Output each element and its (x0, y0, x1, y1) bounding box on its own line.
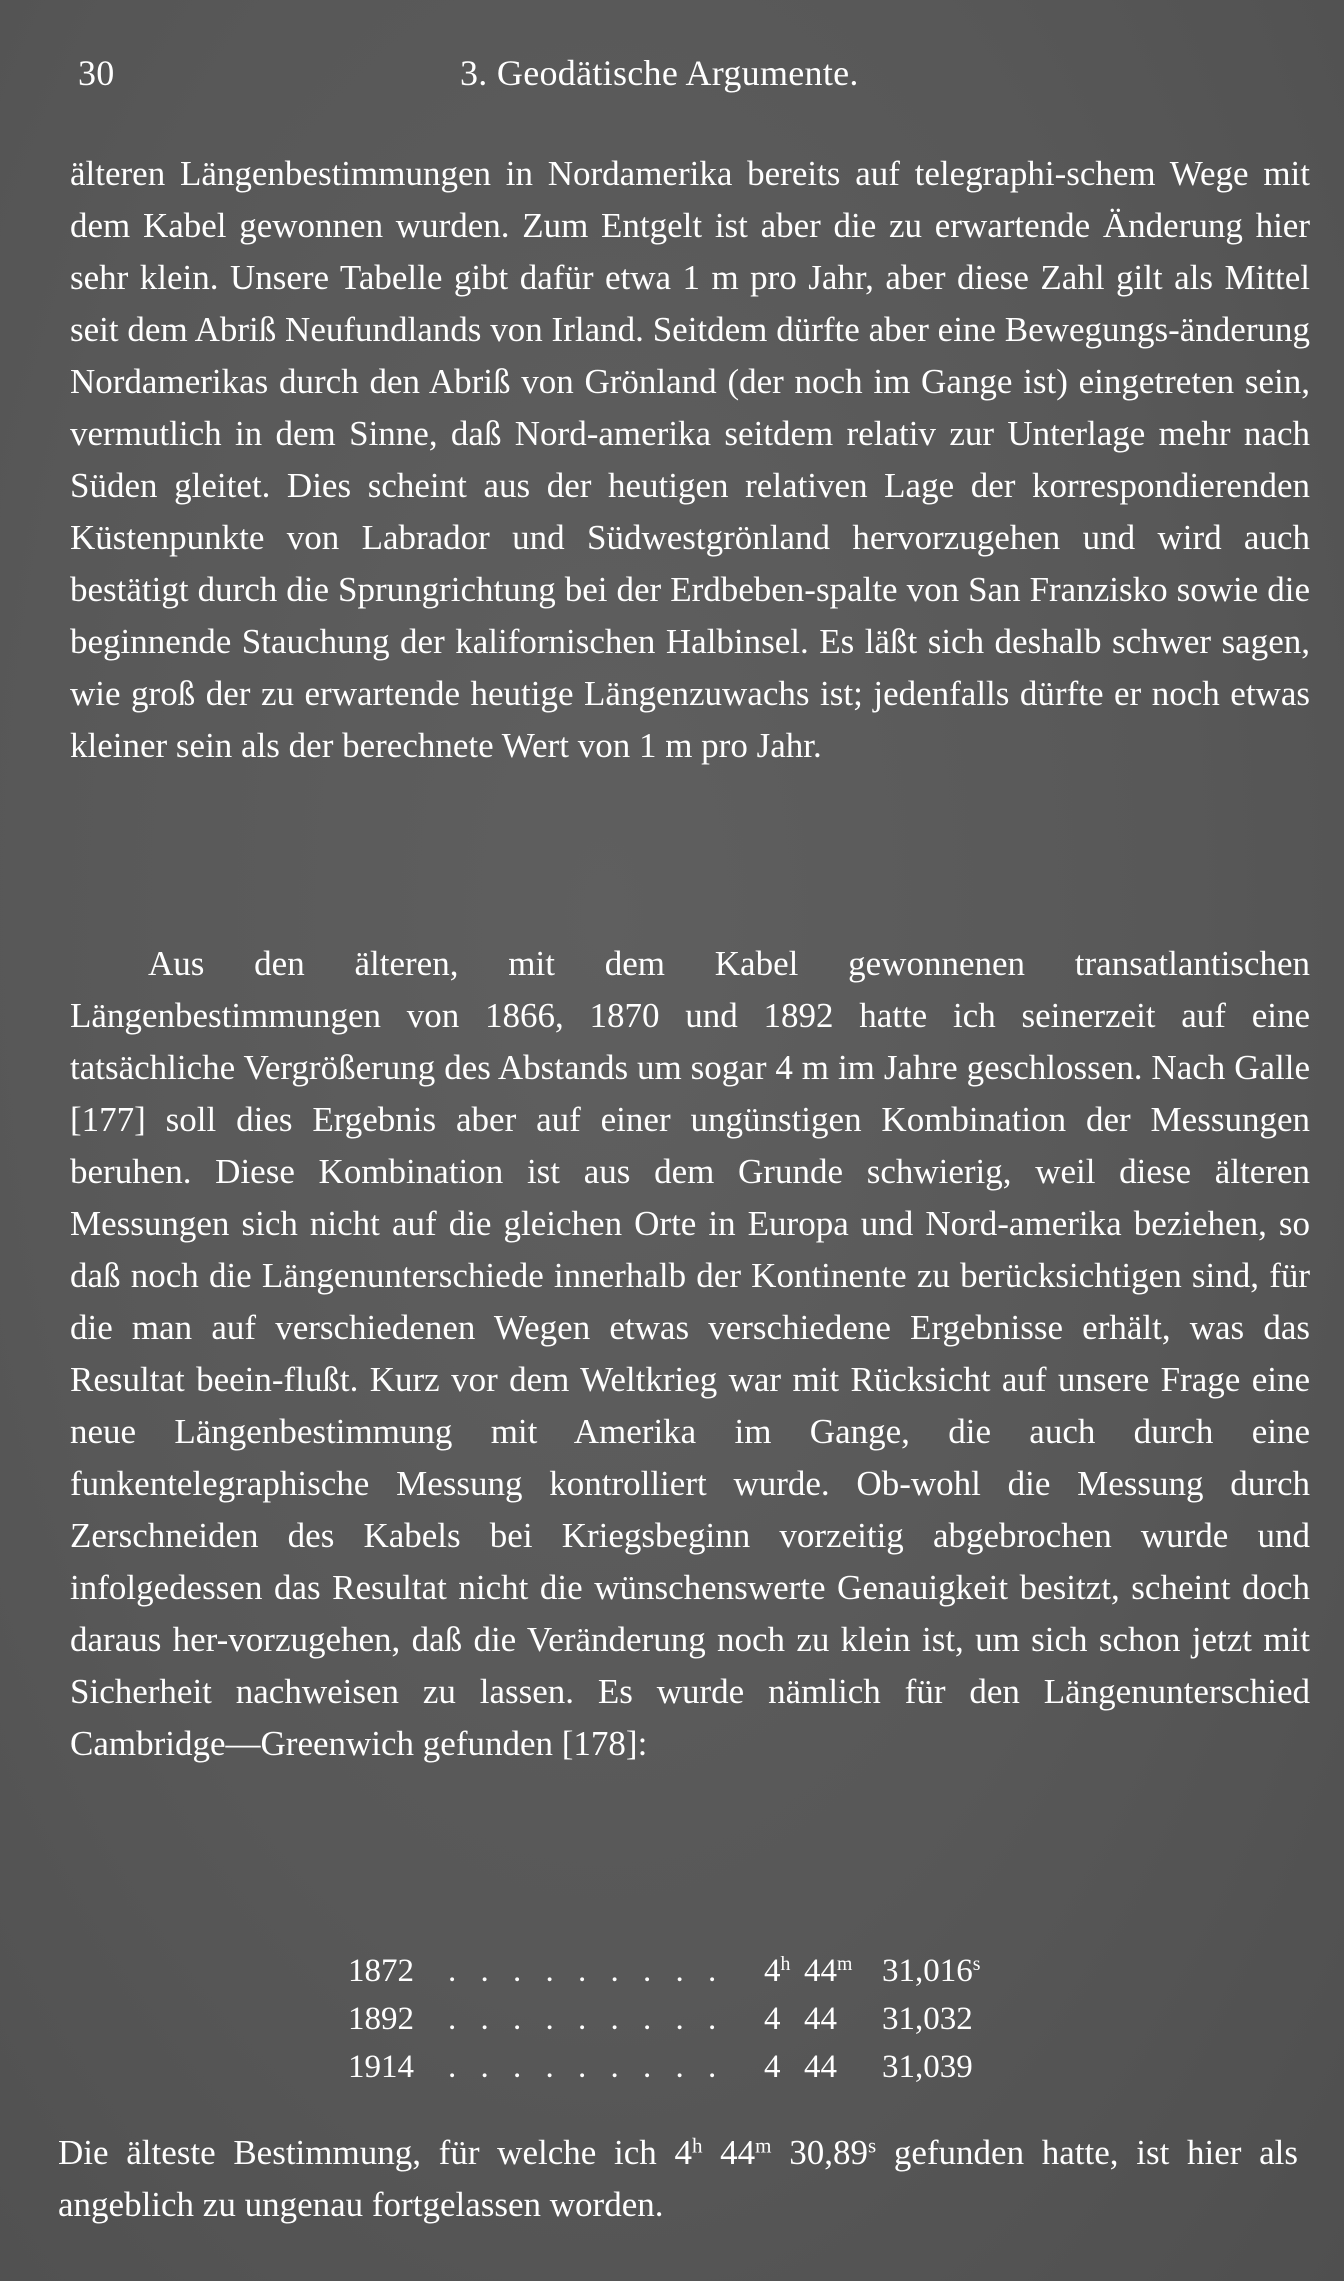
table-minutes: 44$^m$ (804, 1953, 853, 1989)
page-number: 30 (78, 53, 115, 93)
running-head: 3. Geodätische Argumente. (460, 53, 859, 93)
table-seconds: 31,039 (882, 2049, 973, 2085)
table-leader-dots: . . . . . . . . . (448, 2001, 725, 2037)
table-seconds: 31,016$^s$ (882, 1953, 981, 1989)
table-hours: 4 (764, 2049, 781, 2085)
table-hours: 4$^h$ (764, 1953, 791, 1989)
table-leader-dots: . . . . . . . . . (448, 2049, 725, 2085)
table-hours: 4 (764, 2001, 781, 2037)
paragraph-2: Aus den älteren, mit dem Kabel gewonnenen transatlantischen Längenbestimmungen von 1866, 1870 und 1892 hatte ich seinerzeit auf eine tatsächliche Vergrößerung des Abstands um sogar 4 m im Jahre geschlossen. Nach Galle [177] soll dies Ergebnis aber auf einer ungünstigen Kombination der Messungen beruhen. Diese Kombination ist aus dem Grunde schwierig, weil diese älteren Messungen sich nicht auf die gleichen Orte in Europa und Nord-amerika beziehen, so daß noch die Längenunterschiede innerhalb der Kontinente zu berücksichtigen sind, für die man auf verschiedenen Wegen etwas verschiedene Ergebnisse erhält, was das Resultat beein-flußt. Kurz vor dem Weltkrieg war mit Rücksicht auf unsere Frage eine neue Längenbestimmung mit Amerika im Gange, die auch durch eine funkentelegraphische Messung kontrolliert wurde. Ob-wohl die Messung durch Zerschneiden des Kabels bei Kriegsbeginn vorzeitig abgebrochen wurde und infolgedessen das Resultat nicht die wünschenswerte Genauigkeit besitzt, scheint doch daraus her-vorzugehen, daß die Veränderung noch zu klein ist, um sich schon jetzt mit Sicherheit nachweisen zu lassen. Es wurde nämlich für den Längenunterschied Cambridge—Greenwich gefunden [178]: (70, 944, 1310, 1763)
table-row (348, 1995, 1002, 2043)
table-minutes: 44 (804, 2049, 837, 2085)
table-year: 1892 (348, 2001, 414, 2037)
paragraph-1: älteren Längenbestimmungen in Nordamerika bereits auf telegraphi-schem Wege mit dem Kabel gewonnen wurden. Zum Entgelt ist aber die zu erwartende Änderung hier sehr klein. Unsere Tabelle gibt dafür etwa 1 m pro Jahr, aber diese Zahl gilt als Mittel seit dem Abriß Neufundlands von Irland. Seitdem dürfte aber eine Bewegungs-änderung Nordamerikas durch den Abriß von Grönland (der noch im Gange ist) eingetreten sein, vermutlich in dem Sinne, daß Nord-amerika seitdem relativ zur Unterlage mehr nach Süden gleitet. Dies scheint aus der heutigen relativen Lage der korrespondierenden Küstenpunkte von Labrador und Südwestgrönland hervorzugehen und wird auch bestätigt durch die Sprungrichtung bei der Erdbeben-spalte von San Franzisko sowie die beginnende Stauchung der kalifornischen Halbinsel. Es läßt sich deshalb schwer sagen, wie groß der zu erwartende heutige Längenzuwachs ist; jedenfalls dürfte er noch etwas kleiner sein als der berechnete Wert von 1 m pro Jahr. (70, 154, 1310, 765)
table-row (348, 1947, 1002, 1995)
table-seconds: 31,032 (882, 2001, 973, 2037)
page-header (78, 52, 1268, 102)
table-row (348, 2043, 1002, 2091)
longitude-table (348, 1947, 1002, 2091)
table-year: 1872 (348, 1953, 414, 1989)
table-minutes: 44 (804, 2001, 837, 2037)
table-leader-dots: . . . . . . . . . (448, 1953, 725, 1989)
table-year: 1914 (348, 2049, 414, 2085)
paragraph-3: Die älteste Bestimmung, für welche ich 4$^h$ 44$^m$ 30,89$^s$ gefunden hatte, ist hier als angeblich zu ungenau fortgelassen worden. (58, 2133, 1298, 2224)
